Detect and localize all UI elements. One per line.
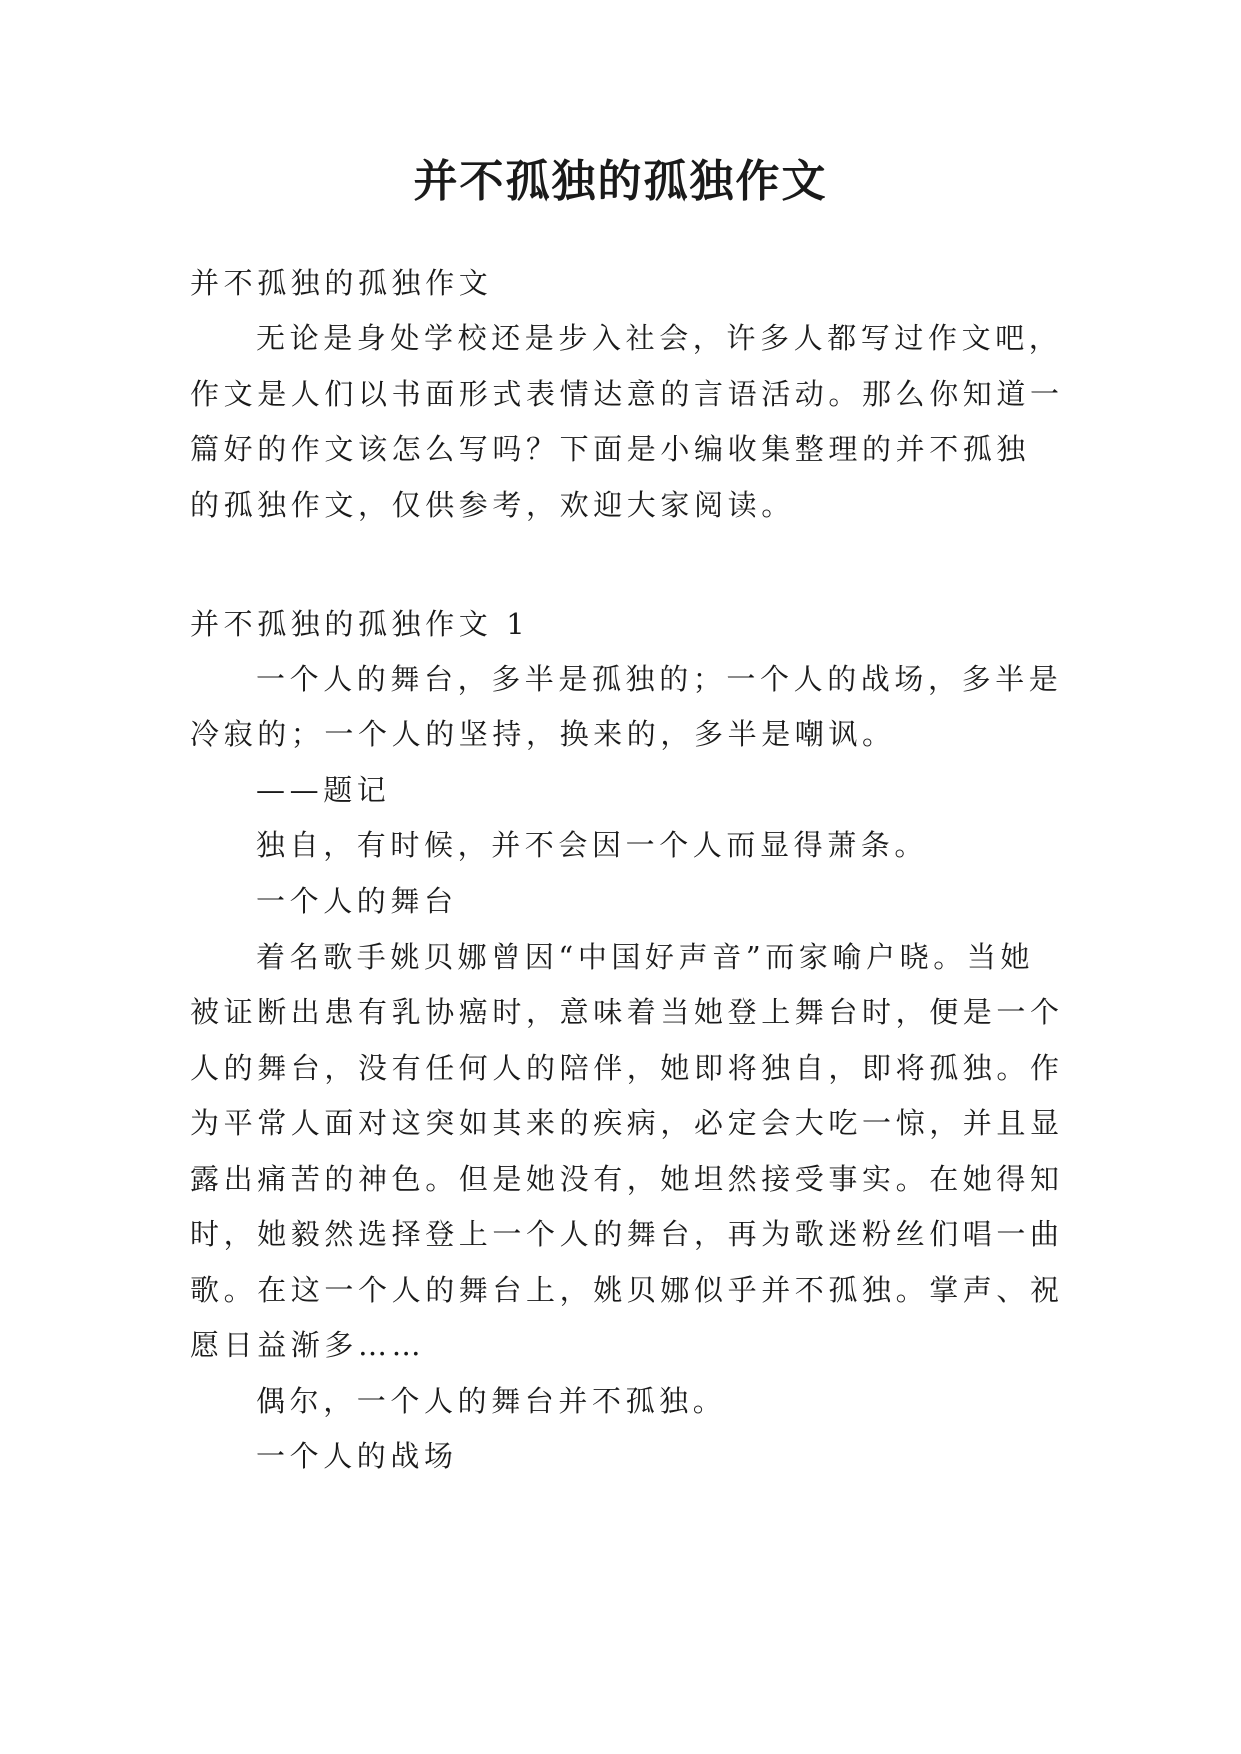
body-line: 被证断出患有乳协癌时，意味着当她登上舞台时，便是一个: [190, 995, 1064, 1029]
body-line: 冷寂的；一个人的坚持，换来的，多半是嘲讽。: [190, 717, 896, 751]
body-line: 露出痛苦的神色。但是她没有，她坦然接受事实。在她得知: [190, 1162, 1064, 1196]
body-line: 愿日益渐多……: [190, 1328, 426, 1362]
body-line: 人的舞台，没有任何人的陪伴，她即将独自，即将孤独。作: [190, 1051, 1064, 1085]
intro-line: 的孤独作文，仅供参考，欢迎大家阅读。: [190, 488, 795, 522]
body-line: 独自，有时候，并不会因一个人而显得萧条。: [256, 828, 929, 862]
epigraph-attribution: ——题记: [256, 773, 391, 807]
document-title: 并不孤独的孤独作文: [413, 156, 828, 207]
intro-line: 作文是人们以书面形式表情达意的言语活动。那么你知道一: [190, 377, 1064, 411]
article-heading: 并不孤独的孤独作文: [190, 266, 493, 300]
body-line: 歌。在这一个人的舞台上，姚贝娜似乎并不孤独。掌声、祝: [190, 1273, 1064, 1307]
subheading: 一个人的舞台: [256, 884, 458, 918]
body-line: 着名歌手姚贝娜曾因“中国好声音”而家喻户晓。当她: [256, 940, 1035, 974]
body-line: 一个人的舞台，多半是孤独的；一个人的战场，多半是: [256, 662, 1063, 696]
body-line: 为平常人面对这突如其来的疾病，必定会大吃一惊，并且显: [190, 1106, 1064, 1140]
subheading: 一个人的战场: [256, 1439, 458, 1473]
body-line: 时，她毅然选择登上一个人的舞台，再为歌迷粉丝们唱一曲: [190, 1217, 1064, 1251]
intro-line: 无论是身处学校还是步入社会，许多人都写过作文吧，: [256, 321, 1063, 355]
body-line: 偶尔，一个人的舞台并不孤独。: [256, 1384, 727, 1418]
intro-line: 篇好的作文该怎么写吗？下面是小编收集整理的并不孤独: [190, 432, 1031, 466]
section-heading: 并不孤独的孤独作文 1: [190, 607, 530, 641]
